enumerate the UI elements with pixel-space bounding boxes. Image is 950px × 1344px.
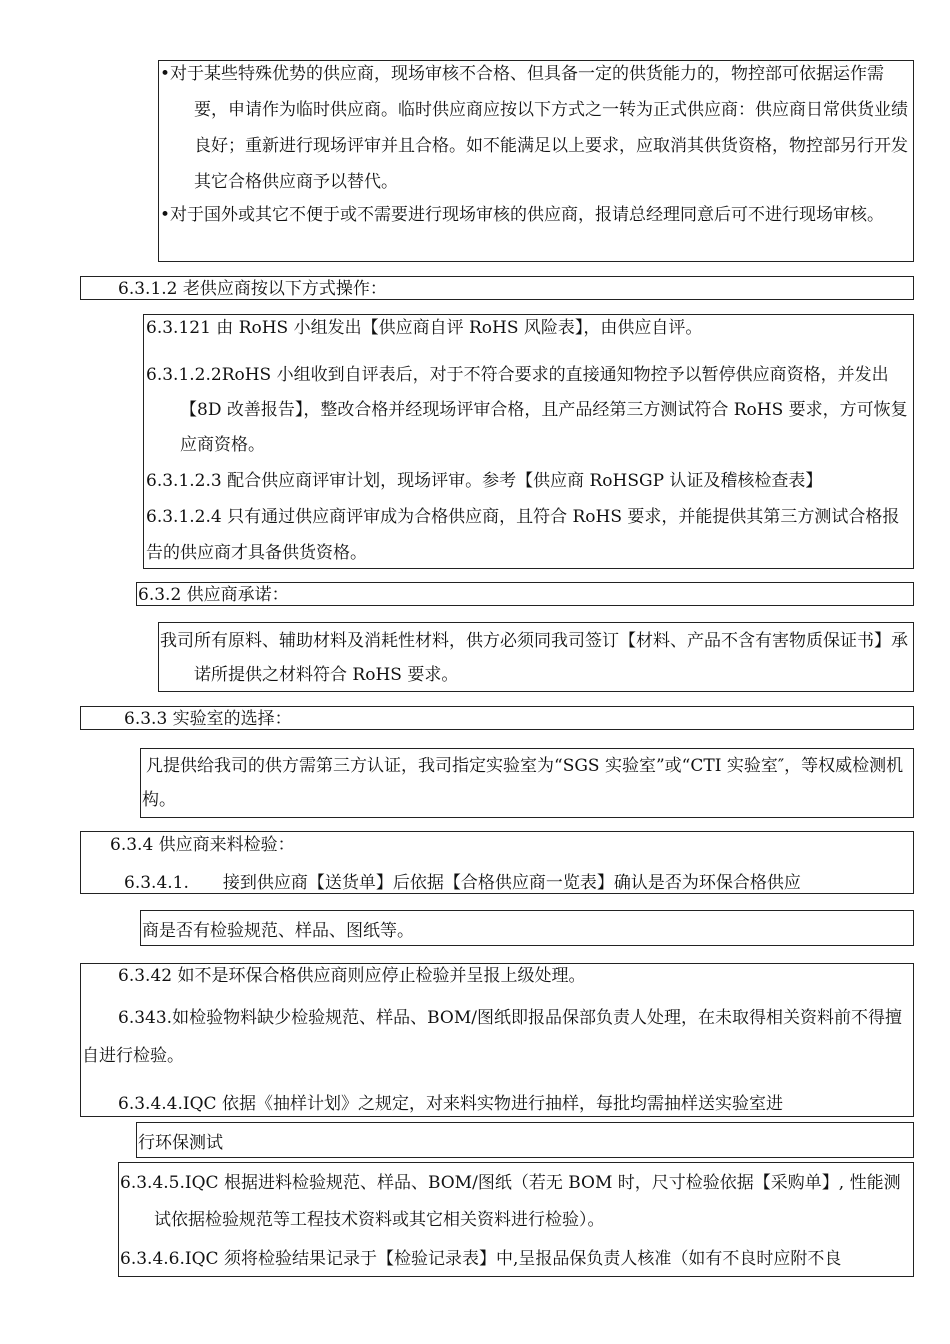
step-6-3-4-1-line-2: 商是否有检验规范、样品、图纸等。 xyxy=(142,921,414,941)
supplier-commitment-text: 我司所有原料、辅助材料及消耗性材料，供方必须同我司签订【材料、产品不含有害物质保证书】承诺所提供之材料符合 RoHS 要求。 xyxy=(160,631,908,685)
step-6-3-1-2-1: 6.3.121 由 RoHS 小组发出【供应商自评 RoHS 风险表】，由供应自评。 xyxy=(146,318,703,338)
heading-6-3-3: 6.3.3 实验室的选择： xyxy=(124,709,292,729)
interim-supplier-note-2: •对于国外或其它不便于或不需要进行现场审核的供应商，报请总经理同意后可不进行现场审核。 xyxy=(160,205,885,225)
interim-supplier-note-1: •对于某些特殊优势的供应商，现场审核不合格、但具备一定的供货能力的，物控部可依据运作需要，申请作为临时供应商。临时供应商应按以下方式之一转为正式供应商：供应商日常供货业绩良好；重新进行现场评审并且合格。如不能满足以上要求，应取消其供货资格，物控部另行开发其它合格供应商予以替代。 xyxy=(160,64,908,192)
step-6-3-4-6: 6.3.4.6.IQC 须将检验结果记录于【检验记录表】中,呈报品保负责人核准（如有不良时应附不良 xyxy=(120,1249,842,1269)
step-6-3-1-2-3: 6.3.1.2.3 配合供应商评审计划，现场评审。参考【供应商 RoHSGP 认证及稽核检查表】 xyxy=(146,471,823,491)
step-6-3-4-4-box xyxy=(136,1122,914,1158)
step-6-3-1-2-4: 6.3.1.2.4 只有通过供应商评审成为合格供应商，且符合 RoHS 要求，并能提供其第三方测试合格报告的供应商才具备供货资格。 xyxy=(146,507,900,563)
heading-6-3-2: 6.3.2 供应商承诺： xyxy=(138,585,289,605)
step-6-3-4-1-line-1: 6.3.4.1. 接到供应商【送货单】后依据【合格供应商一览表】确认是否为环保合格供应 xyxy=(124,873,801,893)
step-6-3-4-4-line-2: 行环保测试 xyxy=(138,1133,223,1153)
step-6-3-4-3: 6.343.如检验物料缺少检验规范、样品、BOM/图纸即报品保部负责人处理，在未取得相关资料前不得擅自进行检验。 xyxy=(82,1008,902,1066)
step-6-3-4-4-line-1: 6.3.4.4.IQC 依据《抽样计划》之规定，对来料实物进行抽样，每批均需抽样送实验室进 xyxy=(118,1094,783,1114)
step-6-3-4-5: 6.3.4.5.IQC 根据进料检验规范、样品、BOM/图纸（若无 BOM 时，尺寸检验依据【采购单】, 性能测试依据检验规范等工程技术资料或其它相关资料进行检验）。 xyxy=(120,1173,901,1230)
step-6-3-1-2-2: 6.3.1.2.2RoHS 小组收到自评表后，对于不符合要求的直接通知物控予以暂停供应商资格，并发出【8D 改善报告】，整改合格并经现场评审合格，且产品经第三方测试符合 RoHS 要求，方可恢复应商资格。 xyxy=(146,365,908,455)
heading-6-3-1-2: 6.3.1.2 老供应商按以下方式操作： xyxy=(118,279,387,299)
heading-6-3-4: 6.3.4 供应商来料检验： xyxy=(110,835,295,855)
step-6-3-4-2: 6.3.42 如不是环保合格供应商则应停止检验并呈报上级处理。 xyxy=(118,966,586,986)
lab-selection-text: 凡提供给我司的供方需第三方认证，我司指定实验室为“SGS 实验室”或“CTI 实验室″，等权威检测机构。 xyxy=(142,756,904,810)
